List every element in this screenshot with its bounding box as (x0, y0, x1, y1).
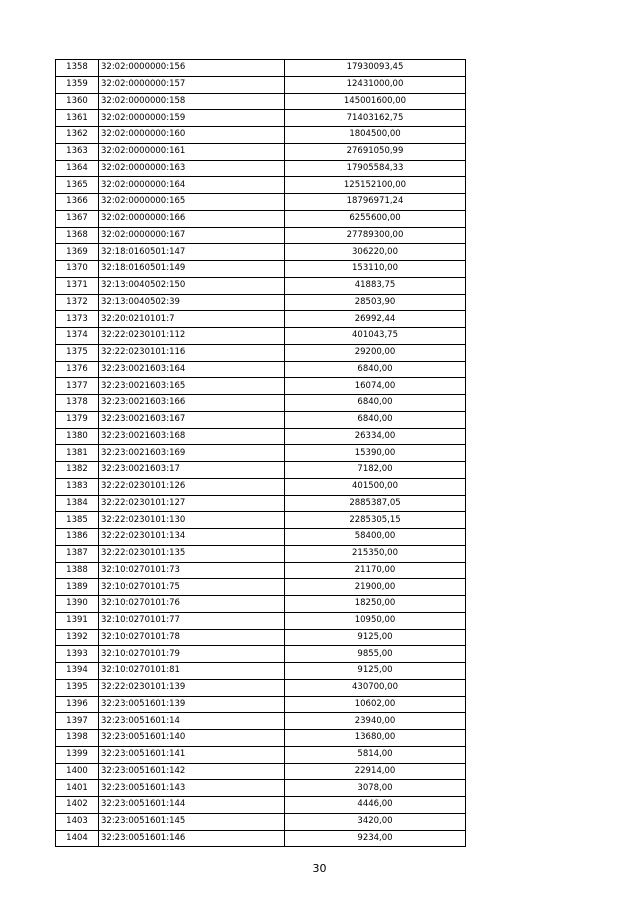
value-cell: 13680,00 (285, 730, 466, 747)
row-number-cell: 1388 (56, 562, 99, 579)
value-cell: 9125,00 (285, 629, 466, 646)
table-row (56, 512, 466, 529)
row-number-cell: 1364 (56, 160, 99, 177)
value-cell: 401500,00 (285, 478, 466, 495)
table-row (56, 763, 466, 780)
row-number-cell: 1393 (56, 646, 99, 663)
cadastral-number-cell: 32:23:0051601:144 (99, 797, 285, 814)
cadastral-number-cell: 32:02:0000000:165 (99, 194, 285, 211)
value-cell: 21900,00 (285, 579, 466, 596)
row-number-cell: 1373 (56, 311, 99, 328)
table-row (56, 445, 466, 462)
table-row (56, 746, 466, 763)
cadastral-number-cell: 32:22:0230101:127 (99, 495, 285, 512)
table-row (56, 60, 466, 77)
value-cell: 23940,00 (285, 713, 466, 730)
cadastral-number-cell: 32:02:0000000:158 (99, 93, 285, 110)
cadastral-number-cell: 32:13:0040502:39 (99, 294, 285, 311)
value-cell: 15390,00 (285, 445, 466, 462)
row-number-cell: 1359 (56, 76, 99, 93)
cadastral-number-cell: 32:10:0270101:77 (99, 612, 285, 629)
table-row (56, 395, 466, 412)
row-number-cell: 1379 (56, 411, 99, 428)
table-row (56, 663, 466, 680)
cadastral-number-cell: 32:22:0230101:126 (99, 478, 285, 495)
table-row (56, 294, 466, 311)
row-number-cell: 1386 (56, 529, 99, 546)
cadastral-number-cell: 32:22:0230101:112 (99, 328, 285, 345)
table-row (56, 545, 466, 562)
value-cell: 29200,00 (285, 344, 466, 361)
cadastral-number-cell: 32:02:0000000:163 (99, 160, 285, 177)
table-row (56, 361, 466, 378)
value-cell: 2285305,15 (285, 512, 466, 529)
table-row (56, 596, 466, 613)
cadastral-number-cell: 32:23:0021603:169 (99, 445, 285, 462)
row-number-cell: 1372 (56, 294, 99, 311)
cadastral-number-cell: 32:23:0051601:145 (99, 813, 285, 830)
value-cell: 18796971,24 (285, 194, 466, 211)
row-number-cell: 1375 (56, 344, 99, 361)
cadastral-number-cell: 32:02:0000000:160 (99, 127, 285, 144)
value-cell: 1804500,00 (285, 127, 466, 144)
cadastral-number-cell: 32:10:0270101:73 (99, 562, 285, 579)
value-cell: 17930093,45 (285, 60, 466, 77)
table-row (56, 127, 466, 144)
value-cell: 6840,00 (285, 411, 466, 428)
table-row (56, 411, 466, 428)
cadastral-number-cell: 32:20:0210101:7 (99, 311, 285, 328)
cadastral-number-cell: 32:23:0051601:140 (99, 730, 285, 747)
value-cell: 9234,00 (285, 830, 466, 847)
row-number-cell: 1383 (56, 478, 99, 495)
row-number-cell: 1396 (56, 696, 99, 713)
row-number-cell: 1394 (56, 663, 99, 680)
value-cell: 27789300,00 (285, 227, 466, 244)
value-cell: 5814,00 (285, 746, 466, 763)
value-cell: 125152100,00 (285, 177, 466, 194)
cadastral-number-cell: 32:10:0270101:76 (99, 596, 285, 613)
table-row (56, 813, 466, 830)
value-cell: 215350,00 (285, 545, 466, 562)
cadastral-number-cell: 32:22:0230101:130 (99, 512, 285, 529)
row-number-cell: 1374 (56, 328, 99, 345)
table-row (56, 629, 466, 646)
row-number-cell: 1391 (56, 612, 99, 629)
value-cell: 18250,00 (285, 596, 466, 613)
row-number-cell: 1367 (56, 210, 99, 227)
table-row (56, 328, 466, 345)
table-row (56, 730, 466, 747)
cadastral-number-cell: 32:02:0000000:159 (99, 110, 285, 127)
row-number-cell: 1358 (56, 60, 99, 77)
cadastral-number-cell: 32:22:0230101:116 (99, 344, 285, 361)
row-number-cell: 1371 (56, 277, 99, 294)
cadastral-number-cell: 32:23:0051601:139 (99, 696, 285, 713)
table-row (56, 713, 466, 730)
table-row (56, 194, 466, 211)
cadastral-number-cell: 32:13:0040502:150 (99, 277, 285, 294)
row-number-cell: 1376 (56, 361, 99, 378)
cadastral-number-cell: 32:23:0021603:165 (99, 378, 285, 395)
table-row (56, 277, 466, 294)
value-cell: 28503,90 (285, 294, 466, 311)
row-number-cell: 1389 (56, 579, 99, 596)
value-cell: 26334,00 (285, 428, 466, 445)
row-number-cell: 1403 (56, 813, 99, 830)
table-row (56, 478, 466, 495)
row-number-cell: 1368 (56, 227, 99, 244)
table-row (56, 244, 466, 261)
table-row (56, 76, 466, 93)
value-cell: 3420,00 (285, 813, 466, 830)
row-number-cell: 1397 (56, 713, 99, 730)
cadastral-number-cell: 32:18:0160501:149 (99, 261, 285, 278)
row-number-cell: 1380 (56, 428, 99, 445)
cadastral-number-cell: 32:02:0000000:166 (99, 210, 285, 227)
table-row (56, 579, 466, 596)
table-row (56, 830, 466, 847)
cadastral-number-cell: 32:23:0051601:142 (99, 763, 285, 780)
value-cell: 71403162,75 (285, 110, 466, 127)
row-number-cell: 1385 (56, 512, 99, 529)
row-number-cell: 1363 (56, 143, 99, 160)
table-row (56, 344, 466, 361)
row-number-cell: 1384 (56, 495, 99, 512)
row-number-cell: 1390 (56, 596, 99, 613)
cadastral-number-cell: 32:10:0270101:81 (99, 663, 285, 680)
row-number-cell: 1402 (56, 797, 99, 814)
table-row (56, 696, 466, 713)
cadastral-number-cell: 32:23:0051601:146 (99, 830, 285, 847)
row-number-cell: 1381 (56, 445, 99, 462)
row-number-cell: 1399 (56, 746, 99, 763)
row-number-cell: 1395 (56, 679, 99, 696)
table-row (56, 93, 466, 110)
cadastral-number-cell: 32:18:0160501:147 (99, 244, 285, 261)
cadastral-number-cell: 32:23:0051601:141 (99, 746, 285, 763)
row-number-cell: 1387 (56, 545, 99, 562)
table-row (56, 495, 466, 512)
value-cell: 6255600,00 (285, 210, 466, 227)
cadastral-number-cell: 32:23:0021603:166 (99, 395, 285, 412)
cadastral-number-cell: 32:02:0000000:167 (99, 227, 285, 244)
cadastral-number-cell: 32:23:0021603:17 (99, 462, 285, 479)
cadastral-number-cell: 32:23:0021603:167 (99, 411, 285, 428)
cadastral-number-cell: 32:22:0230101:135 (99, 545, 285, 562)
row-number-cell: 1365 (56, 177, 99, 194)
row-number-cell: 1392 (56, 629, 99, 646)
row-number-cell: 1382 (56, 462, 99, 479)
value-cell: 10950,00 (285, 612, 466, 629)
value-cell: 6840,00 (285, 361, 466, 378)
row-number-cell: 1377 (56, 378, 99, 395)
cadastral-number-cell: 32:02:0000000:164 (99, 177, 285, 194)
data-table (55, 59, 466, 847)
table-row (56, 797, 466, 814)
table-row (56, 679, 466, 696)
table-row (56, 143, 466, 160)
cadastral-number-cell: 32:23:0051601:143 (99, 780, 285, 797)
table-row (56, 177, 466, 194)
value-cell: 22914,00 (285, 763, 466, 780)
cadastral-number-cell: 32:23:0021603:164 (99, 361, 285, 378)
value-cell: 306220,00 (285, 244, 466, 261)
table-row (56, 311, 466, 328)
table-row (56, 210, 466, 227)
value-cell: 9125,00 (285, 663, 466, 680)
cadastral-number-cell: 32:02:0000000:161 (99, 143, 285, 160)
table-row (56, 462, 466, 479)
value-cell: 9855,00 (285, 646, 466, 663)
value-cell: 41883,75 (285, 277, 466, 294)
table-row (56, 378, 466, 395)
value-cell: 3078,00 (285, 780, 466, 797)
value-cell: 17905584,33 (285, 160, 466, 177)
value-cell: 430700,00 (285, 679, 466, 696)
table-row (56, 110, 466, 127)
cadastral-number-cell: 32:23:0021603:168 (99, 428, 285, 445)
row-number-cell: 1404 (56, 830, 99, 847)
value-cell: 6840,00 (285, 395, 466, 412)
row-number-cell: 1366 (56, 194, 99, 211)
row-number-cell: 1362 (56, 127, 99, 144)
row-number-cell: 1370 (56, 261, 99, 278)
row-number-cell: 1360 (56, 93, 99, 110)
table-row (56, 529, 466, 546)
row-number-cell: 1400 (56, 763, 99, 780)
table-row (56, 160, 466, 177)
row-number-cell: 1398 (56, 730, 99, 747)
value-cell: 153110,00 (285, 261, 466, 278)
value-cell: 4446,00 (285, 797, 466, 814)
table-row (56, 612, 466, 629)
row-number-cell: 1361 (56, 110, 99, 127)
cadastral-number-cell: 32:22:0230101:139 (99, 679, 285, 696)
row-number-cell: 1369 (56, 244, 99, 261)
table-row (56, 227, 466, 244)
table-row (56, 646, 466, 663)
cadastral-number-cell: 32:02:0000000:156 (99, 60, 285, 77)
value-cell: 26992,44 (285, 311, 466, 328)
value-cell: 27691050,99 (285, 143, 466, 160)
cadastral-number-cell: 32:10:0270101:79 (99, 646, 285, 663)
cadastral-number-cell: 32:02:0000000:157 (99, 76, 285, 93)
row-number-cell: 1378 (56, 395, 99, 412)
table-row (56, 261, 466, 278)
data-table-body (56, 60, 466, 847)
row-number-cell: 1401 (56, 780, 99, 797)
page-number: 30 (312, 862, 327, 875)
table-row (56, 428, 466, 445)
cadastral-number-cell: 32:10:0270101:75 (99, 579, 285, 596)
table-row (56, 780, 466, 797)
value-cell: 7182,00 (285, 462, 466, 479)
cadastral-number-cell: 32:22:0230101:134 (99, 529, 285, 546)
value-cell: 401043,75 (285, 328, 466, 345)
value-cell: 58400,00 (285, 529, 466, 546)
table-row (56, 562, 466, 579)
value-cell: 16074,00 (285, 378, 466, 395)
value-cell: 2885387,05 (285, 495, 466, 512)
cadastral-number-cell: 32:23:0051601:14 (99, 713, 285, 730)
value-cell: 145001600,00 (285, 93, 466, 110)
value-cell: 10602,00 (285, 696, 466, 713)
value-cell: 12431000,00 (285, 76, 466, 93)
cadastral-number-cell: 32:10:0270101:78 (99, 629, 285, 646)
value-cell: 21170,00 (285, 562, 466, 579)
